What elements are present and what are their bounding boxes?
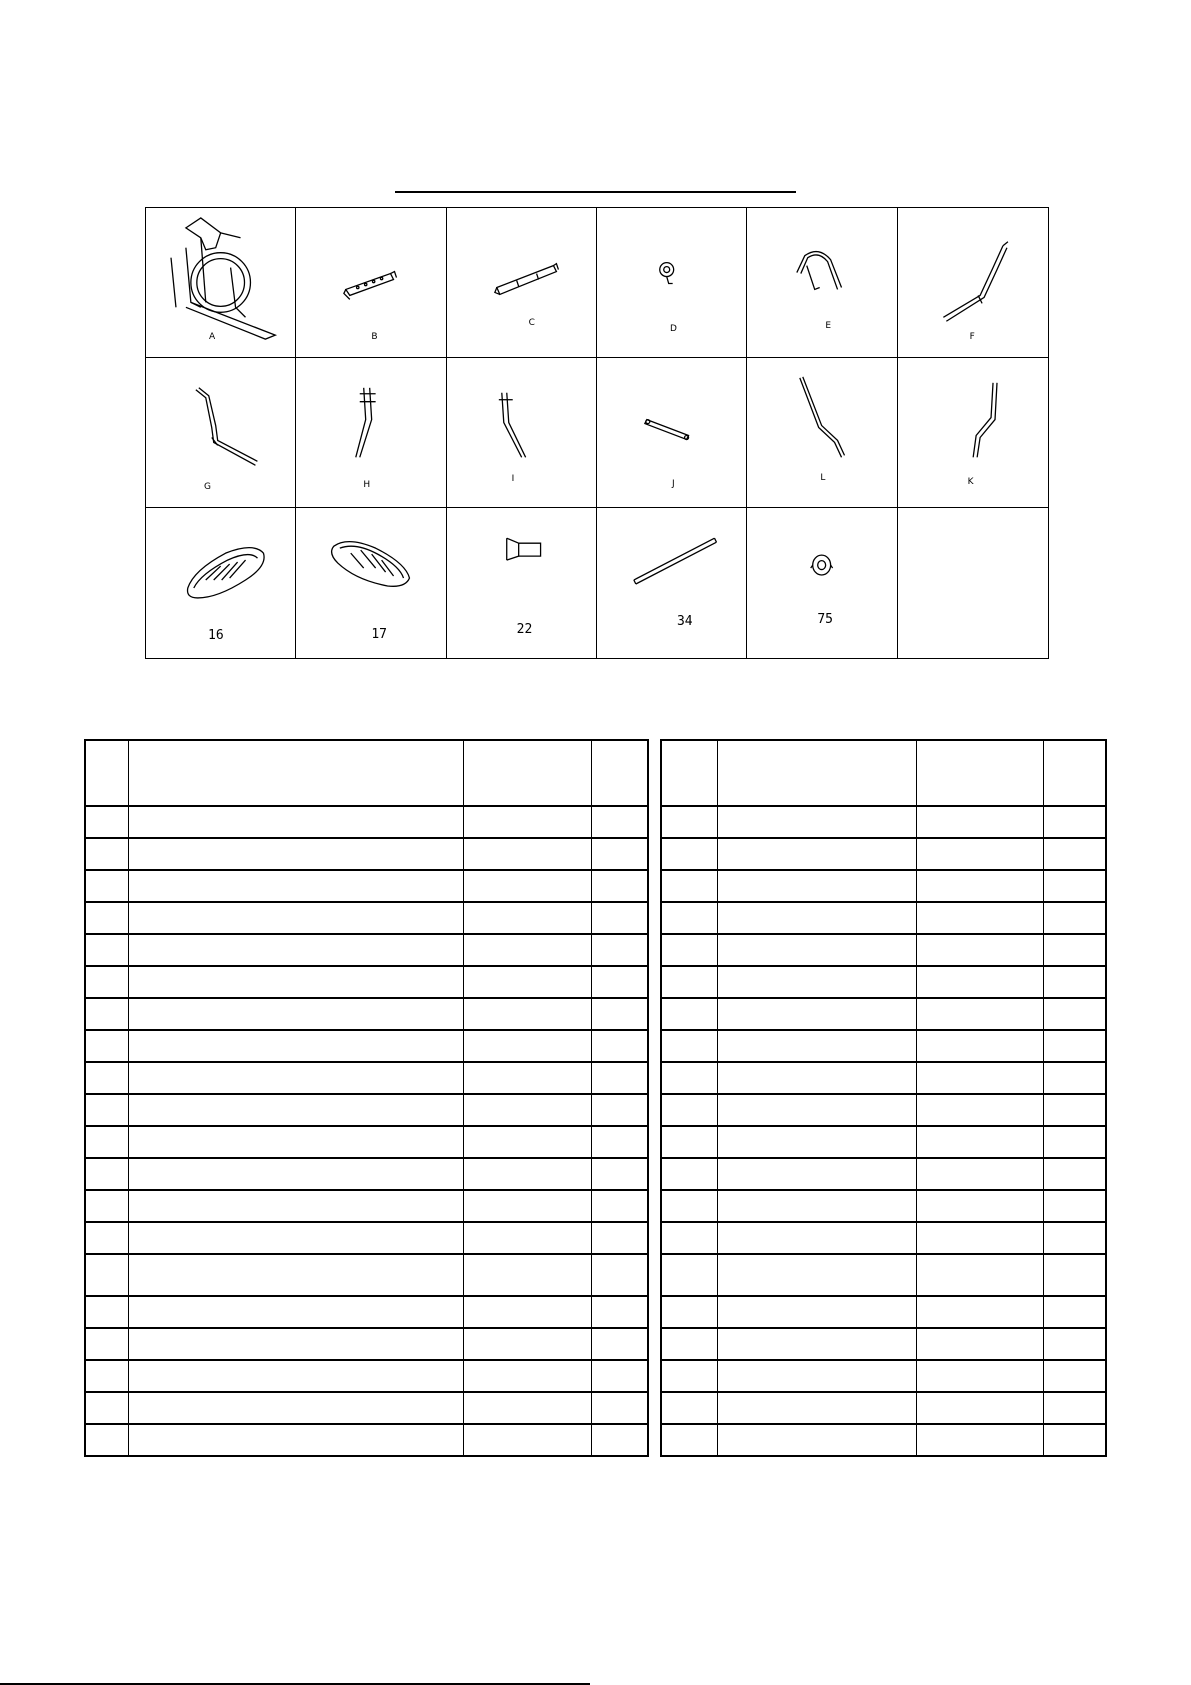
table-row	[661, 1030, 1106, 1062]
table-row	[661, 838, 1106, 870]
table-row	[85, 1222, 648, 1254]
part-label: 16	[208, 628, 224, 643]
table-row	[85, 998, 648, 1030]
table-row	[661, 1254, 1106, 1296]
table-row	[85, 902, 648, 934]
part-cell-34	[597, 508, 747, 658]
table-row	[661, 1392, 1106, 1424]
title-underline	[395, 191, 796, 193]
part-label: 75	[817, 612, 833, 627]
part-label: E	[825, 321, 832, 331]
handlebar-illustration	[747, 208, 896, 357]
part-label: B	[371, 332, 378, 342]
part-cell-empty	[898, 508, 1048, 658]
table-header-row	[661, 740, 1106, 806]
part-cell-75	[747, 508, 897, 658]
table-row	[661, 1126, 1106, 1158]
part-cell-i	[447, 358, 597, 508]
rear-stabilizer-illustration	[447, 208, 596, 357]
table-row	[661, 902, 1106, 934]
table-row	[661, 966, 1106, 998]
part-label: 17	[371, 627, 387, 642]
part-cell-g	[146, 358, 296, 508]
parts-list-table-right	[660, 739, 1107, 1457]
table-row	[85, 1254, 648, 1296]
part-label: K	[967, 477, 974, 487]
right-pedal-arm-illustration	[296, 358, 445, 507]
part-cell-22	[447, 508, 597, 658]
table-row	[85, 1062, 648, 1094]
table-row	[85, 838, 648, 870]
table-row	[85, 1424, 648, 1456]
table-row	[661, 1094, 1106, 1126]
part-cell-e	[747, 208, 897, 358]
part-cell-c	[447, 208, 597, 358]
table-row	[661, 1328, 1106, 1360]
table-row	[661, 806, 1106, 838]
knob-illustration	[597, 208, 746, 357]
table-row	[85, 1296, 648, 1328]
part-cell-a	[146, 208, 296, 358]
part-label: H	[363, 480, 371, 490]
part-cell-d	[597, 208, 747, 358]
part-label: D	[669, 324, 677, 334]
washer-illustration	[747, 508, 896, 658]
table-row	[661, 1062, 1106, 1094]
table-row	[661, 1190, 1106, 1222]
part-label: I	[511, 474, 515, 484]
part-label: F	[969, 332, 975, 342]
table-row	[85, 1094, 648, 1126]
left-handle-illustration	[747, 358, 896, 507]
table-row	[85, 1190, 648, 1222]
table-row	[661, 1296, 1106, 1328]
part-label: J	[671, 479, 675, 489]
part-cell-h	[296, 358, 446, 508]
part-cell-b	[296, 208, 446, 358]
part-label: A	[209, 332, 216, 342]
table-row	[661, 998, 1106, 1030]
part-label: 34	[676, 614, 693, 629]
part-label: L	[820, 473, 826, 483]
table-row	[661, 870, 1106, 902]
axle-rod-illustration	[597, 508, 746, 658]
table-row	[85, 1392, 648, 1424]
table-row	[661, 1222, 1106, 1254]
left-arm-illustration	[146, 358, 295, 507]
part-cell-k	[898, 358, 1048, 508]
table-row	[661, 1360, 1106, 1392]
part-cell-16	[146, 508, 296, 658]
parts-illustration-grid	[145, 207, 1049, 659]
parts-list-table-left	[84, 739, 649, 1457]
table-row	[661, 934, 1106, 966]
part-label: 22	[516, 622, 533, 637]
table-row	[85, 1360, 648, 1392]
part-cell-17	[296, 508, 446, 658]
table-header-row	[85, 740, 648, 806]
table-row	[661, 1424, 1106, 1456]
table-row	[85, 966, 648, 998]
table-row	[85, 806, 648, 838]
part-cell-l	[747, 358, 897, 508]
table-row	[85, 1328, 648, 1360]
table-row	[661, 1158, 1106, 1190]
table-row	[85, 870, 648, 902]
part-cell-j	[597, 358, 747, 508]
table-row	[85, 1158, 648, 1190]
table-row	[85, 934, 648, 966]
left-pedal-arm-illustration	[447, 358, 596, 507]
part-label: G	[204, 482, 211, 492]
part-label: C	[528, 318, 535, 328]
elliptical-trainer-illustration	[146, 208, 295, 357]
part-cell-f	[898, 208, 1048, 358]
table-row	[85, 1030, 648, 1062]
table-row	[85, 1126, 648, 1158]
